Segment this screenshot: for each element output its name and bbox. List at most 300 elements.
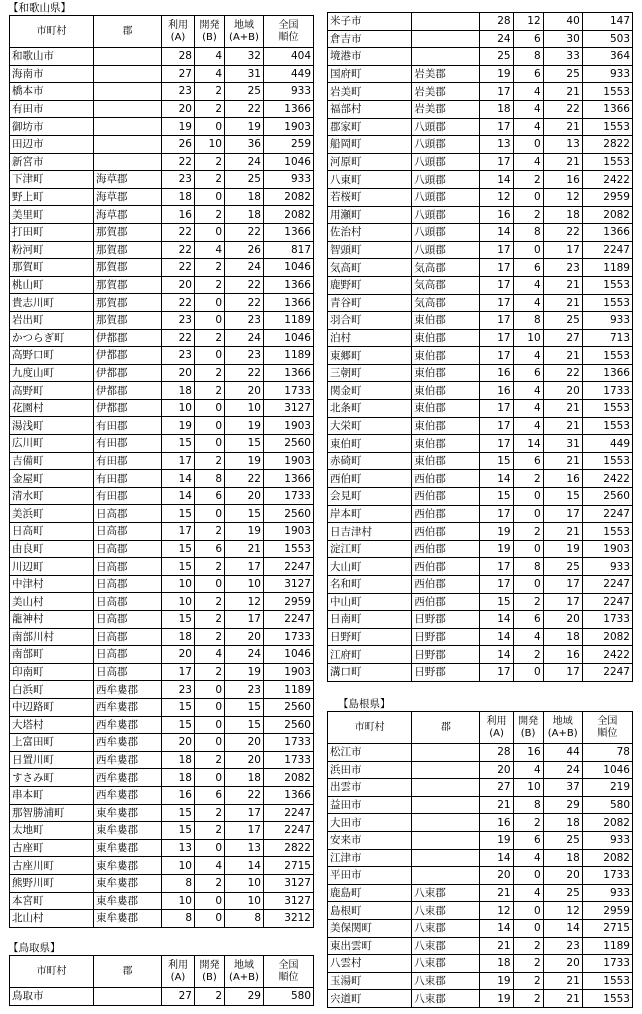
cell-district: 八頭郡 bbox=[412, 224, 480, 242]
cell-development-b: 4 bbox=[513, 83, 543, 101]
cell-national-rank: 1366 bbox=[582, 224, 632, 242]
cell-area-a-plus-b: 36 bbox=[225, 135, 264, 153]
cell-area-a-plus-b: 21 bbox=[543, 523, 582, 541]
cell-national-rank: 1553 bbox=[582, 452, 632, 470]
cell-area-a-plus-b: 25 bbox=[543, 65, 582, 83]
table-row bbox=[328, 417, 633, 435]
section-title-shimane: 【島根県】 bbox=[338, 698, 391, 710]
cell-district: 有田郡 bbox=[94, 452, 162, 470]
table-row bbox=[10, 48, 314, 66]
cell-district: 東伯郡 bbox=[412, 312, 480, 330]
cell-national-rank: 1189 bbox=[582, 259, 632, 277]
cell-area-a-plus-b: 15 bbox=[543, 488, 582, 506]
cell-area-a-plus-b: 13 bbox=[543, 136, 582, 154]
table-row bbox=[10, 716, 314, 734]
cell-area-a-plus-b: 17 bbox=[225, 611, 264, 629]
table-row bbox=[10, 857, 314, 875]
cell-usage-a: 20 bbox=[480, 867, 513, 885]
cell-development-b: 6 bbox=[195, 487, 225, 505]
cell-national-rank: 817 bbox=[264, 241, 314, 259]
table-row bbox=[328, 276, 633, 294]
table-row bbox=[328, 329, 633, 347]
cell-usage-a: 22 bbox=[162, 294, 195, 312]
cell-development-b: 2 bbox=[195, 171, 225, 189]
header-district: 郡 bbox=[412, 712, 480, 744]
cell-area-a-plus-b: 24 bbox=[225, 646, 264, 664]
cell-area-a-plus-b: 37 bbox=[543, 779, 582, 797]
wakayama-table bbox=[9, 15, 314, 928]
cell-national-rank: 933 bbox=[582, 831, 632, 849]
table-row bbox=[328, 153, 633, 171]
cell-area-a-plus-b: 19 bbox=[225, 663, 264, 681]
table-row bbox=[328, 663, 633, 681]
cell-development-b: 2 bbox=[513, 470, 543, 488]
cell-national-rank: 1189 bbox=[582, 937, 632, 955]
cell-development-b: 0 bbox=[513, 488, 543, 506]
cell-development-b: 2 bbox=[195, 611, 225, 629]
cell-district: 東伯郡 bbox=[412, 347, 480, 365]
cell-area-a-plus-b: 17 bbox=[543, 663, 582, 681]
table-row bbox=[10, 822, 314, 840]
cell-municipality: 龍神村 bbox=[10, 611, 94, 629]
cell-district: 気高郡 bbox=[412, 259, 480, 277]
cell-national-rank: 1366 bbox=[264, 364, 314, 382]
cell-district: 日高郡 bbox=[94, 593, 162, 611]
cell-national-rank: 449 bbox=[264, 65, 314, 83]
cell-national-rank: 3127 bbox=[264, 892, 314, 910]
cell-usage-a: 26 bbox=[162, 135, 195, 153]
cell-development-b: 6 bbox=[513, 259, 543, 277]
cell-area-a-plus-b: 18 bbox=[543, 814, 582, 832]
cell-area-a-plus-b: 17 bbox=[543, 241, 582, 259]
cell-national-rank: 1903 bbox=[264, 452, 314, 470]
cell-development-b: 6 bbox=[513, 831, 543, 849]
cell-area-a-plus-b: 20 bbox=[543, 611, 582, 629]
cell-development-b: 0 bbox=[195, 716, 225, 734]
cell-usage-a: 10 bbox=[162, 399, 195, 417]
cell-national-rank: 364 bbox=[582, 48, 632, 66]
cell-development-b: 8 bbox=[195, 470, 225, 488]
cell-usage-a: 14 bbox=[162, 487, 195, 505]
cell-area-a-plus-b: 22 bbox=[543, 224, 582, 242]
cell-area-a-plus-b: 21 bbox=[543, 417, 582, 435]
cell-development-b: 8 bbox=[513, 796, 543, 814]
cell-district bbox=[94, 118, 162, 136]
table-row bbox=[10, 804, 314, 822]
cell-usage-a: 15 bbox=[162, 804, 195, 822]
cell-municipality: 名和町 bbox=[328, 576, 412, 594]
cell-development-b: 6 bbox=[513, 65, 543, 83]
cell-national-rank: 1366 bbox=[582, 364, 632, 382]
cell-development-b: 0 bbox=[513, 188, 543, 206]
cell-area-a-plus-b: 15 bbox=[225, 435, 264, 453]
cell-usage-a: 17 bbox=[480, 663, 513, 681]
cell-district: 八頭郡 bbox=[412, 153, 480, 171]
cell-national-rank: 1553 bbox=[582, 347, 632, 365]
table-row bbox=[328, 400, 633, 418]
cell-development-b: 2 bbox=[195, 329, 225, 347]
cell-district bbox=[94, 65, 162, 83]
cell-national-rank: 1366 bbox=[264, 276, 314, 294]
cell-usage-a: 17 bbox=[480, 83, 513, 101]
cell-district: 西牟婁郡 bbox=[94, 786, 162, 804]
table-row bbox=[10, 329, 314, 347]
cell-usage-a: 18 bbox=[162, 382, 195, 400]
cell-national-rank: 2247 bbox=[582, 593, 632, 611]
cell-district bbox=[94, 135, 162, 153]
cell-area-a-plus-b: 22 bbox=[225, 786, 264, 804]
table-row bbox=[328, 611, 633, 629]
table-row bbox=[10, 839, 314, 857]
cell-municipality: 日高町 bbox=[10, 523, 94, 541]
table-row bbox=[328, 83, 633, 101]
cell-national-rank: 1366 bbox=[264, 100, 314, 118]
cell-usage-a: 14 bbox=[480, 919, 513, 937]
cell-municipality: 用瀬町 bbox=[328, 206, 412, 224]
table-row bbox=[10, 153, 314, 171]
cell-national-rank: 1366 bbox=[582, 100, 632, 118]
cell-development-b: 2 bbox=[195, 804, 225, 822]
cell-development-b: 2 bbox=[195, 822, 225, 840]
cell-area-a-plus-b: 10 bbox=[225, 874, 264, 892]
cell-usage-a: 16 bbox=[480, 814, 513, 832]
cell-area-a-plus-b: 22 bbox=[543, 100, 582, 118]
cell-development-b: 6 bbox=[513, 364, 543, 382]
cell-national-rank: 78 bbox=[582, 744, 632, 762]
cell-national-rank: 1553 bbox=[582, 972, 632, 990]
cell-national-rank: 1733 bbox=[264, 487, 314, 505]
cell-area-a-plus-b: 21 bbox=[543, 276, 582, 294]
cell-area-a-plus-b: 12 bbox=[225, 593, 264, 611]
cell-usage-a: 22 bbox=[162, 241, 195, 259]
cell-usage-a: 27 bbox=[162, 988, 195, 1006]
cell-national-rank: 1903 bbox=[264, 663, 314, 681]
table-row bbox=[328, 867, 633, 885]
cell-district bbox=[412, 796, 480, 814]
header-row bbox=[10, 16, 314, 48]
table-row bbox=[10, 435, 314, 453]
table-row bbox=[328, 919, 633, 937]
cell-area-a-plus-b: 20 bbox=[225, 628, 264, 646]
cell-national-rank: 1189 bbox=[264, 311, 314, 329]
cell-municipality: 河原町 bbox=[328, 153, 412, 171]
cell-area-a-plus-b: 20 bbox=[225, 382, 264, 400]
cell-district bbox=[94, 153, 162, 171]
cell-municipality: 日置川町 bbox=[10, 751, 94, 769]
cell-development-b: 2 bbox=[513, 646, 543, 664]
table-row bbox=[10, 417, 314, 435]
cell-national-rank: 1046 bbox=[264, 153, 314, 171]
cell-usage-a: 15 bbox=[480, 452, 513, 470]
table-row bbox=[10, 452, 314, 470]
cell-area-a-plus-b: 21 bbox=[543, 153, 582, 171]
cell-usage-a: 18 bbox=[162, 188, 195, 206]
cell-municipality: 美里町 bbox=[10, 206, 94, 224]
cell-municipality: 智頭町 bbox=[328, 241, 412, 259]
cell-development-b: 0 bbox=[195, 417, 225, 435]
cell-national-rank: 2422 bbox=[582, 171, 632, 189]
cell-district: 八頭郡 bbox=[412, 171, 480, 189]
cell-usage-a: 27 bbox=[162, 65, 195, 83]
cell-development-b: 0 bbox=[513, 136, 543, 154]
cell-municipality: 玉湯町 bbox=[328, 972, 412, 990]
cell-municipality: 宍道町 bbox=[328, 990, 412, 1008]
cell-national-rank: 2247 bbox=[582, 505, 632, 523]
cell-municipality: 中山町 bbox=[328, 593, 412, 611]
cell-district: 西牟婁郡 bbox=[94, 769, 162, 787]
cell-district: 八頭郡 bbox=[412, 241, 480, 259]
cell-usage-a: 21 bbox=[480, 796, 513, 814]
cell-usage-a: 21 bbox=[480, 884, 513, 902]
cell-district: 伊都郡 bbox=[94, 382, 162, 400]
cell-development-b: 4 bbox=[195, 857, 225, 875]
table-row bbox=[328, 13, 633, 31]
table-row bbox=[328, 364, 633, 382]
cell-development-b: 4 bbox=[195, 646, 225, 664]
cell-usage-a: 18 bbox=[480, 955, 513, 973]
cell-development-b: 0 bbox=[195, 435, 225, 453]
cell-municipality: 古座町 bbox=[10, 839, 94, 857]
cell-district: 東伯郡 bbox=[412, 329, 480, 347]
table-row bbox=[328, 744, 633, 762]
cell-development-b: 4 bbox=[513, 849, 543, 867]
cell-municipality: 古座川町 bbox=[10, 857, 94, 875]
cell-district: 気高郡 bbox=[412, 276, 480, 294]
cell-national-rank: 1366 bbox=[264, 294, 314, 312]
table-row bbox=[328, 523, 633, 541]
cell-municipality: 北山村 bbox=[10, 910, 94, 928]
cell-national-rank: 2560 bbox=[582, 488, 632, 506]
cell-area-a-plus-b: 15 bbox=[225, 716, 264, 734]
cell-municipality: すさみ町 bbox=[10, 769, 94, 787]
table-row bbox=[328, 646, 633, 664]
cell-district: 伊都郡 bbox=[94, 347, 162, 365]
cell-municipality: 美保関町 bbox=[328, 919, 412, 937]
cell-development-b: 2 bbox=[195, 988, 225, 1006]
header-development-b: 開発 (B) bbox=[513, 712, 543, 744]
cell-national-rank: 1733 bbox=[264, 382, 314, 400]
cell-usage-a: 17 bbox=[162, 452, 195, 470]
cell-development-b: 0 bbox=[195, 892, 225, 910]
cell-usage-a: 15 bbox=[162, 822, 195, 840]
cell-municipality: 江津市 bbox=[328, 849, 412, 867]
table-row bbox=[10, 294, 314, 312]
cell-area-a-plus-b: 10 bbox=[225, 892, 264, 910]
cell-development-b: 6 bbox=[513, 611, 543, 629]
cell-usage-a: 25 bbox=[480, 48, 513, 66]
cell-national-rank: 1733 bbox=[264, 628, 314, 646]
cell-national-rank: 2715 bbox=[264, 857, 314, 875]
table-row bbox=[10, 223, 314, 241]
table-row bbox=[328, 779, 633, 797]
cell-area-a-plus-b: 10 bbox=[225, 399, 264, 417]
cell-district: 日高郡 bbox=[94, 611, 162, 629]
table-row bbox=[10, 786, 314, 804]
cell-development-b: 0 bbox=[195, 910, 225, 928]
header-district: 郡 bbox=[94, 16, 162, 48]
cell-national-rank: 580 bbox=[582, 796, 632, 814]
cell-area-a-plus-b: 24 bbox=[225, 259, 264, 277]
cell-district: 八束郡 bbox=[412, 884, 480, 902]
cell-national-rank: 2959 bbox=[264, 593, 314, 611]
cell-area-a-plus-b: 25 bbox=[543, 831, 582, 849]
cell-district: 東牟婁郡 bbox=[94, 910, 162, 928]
cell-district: 日高郡 bbox=[94, 540, 162, 558]
cell-district bbox=[94, 83, 162, 101]
cell-municipality: 羽合町 bbox=[328, 312, 412, 330]
table-row bbox=[328, 118, 633, 136]
cell-area-a-plus-b: 21 bbox=[543, 347, 582, 365]
table-row bbox=[328, 505, 633, 523]
header-row bbox=[328, 712, 633, 744]
cell-area-a-plus-b: 21 bbox=[543, 452, 582, 470]
cell-municipality: 印南町 bbox=[10, 663, 94, 681]
cell-national-rank: 2422 bbox=[582, 470, 632, 488]
table-row bbox=[10, 188, 314, 206]
table-row bbox=[10, 382, 314, 400]
cell-national-rank: 2082 bbox=[264, 769, 314, 787]
cell-municipality: 貴志川町 bbox=[10, 294, 94, 312]
cell-national-rank: 1366 bbox=[264, 223, 314, 241]
cell-usage-a: 19 bbox=[480, 972, 513, 990]
cell-usage-a: 15 bbox=[162, 558, 195, 576]
cell-development-b: 0 bbox=[513, 867, 543, 885]
cell-municipality: 日南町 bbox=[328, 611, 412, 629]
table-row bbox=[10, 171, 314, 189]
cell-district: 那賀郡 bbox=[94, 241, 162, 259]
cell-usage-a: 18 bbox=[162, 769, 195, 787]
cell-area-a-plus-b: 24 bbox=[225, 153, 264, 171]
cell-usage-a: 14 bbox=[480, 628, 513, 646]
cell-area-a-plus-b: 29 bbox=[543, 796, 582, 814]
table-row bbox=[328, 48, 633, 66]
cell-development-b: 4 bbox=[513, 100, 543, 118]
table-row bbox=[328, 972, 633, 990]
header-usage-a: 利用 (A) bbox=[162, 16, 195, 48]
cell-district: 伊都郡 bbox=[94, 329, 162, 347]
cell-district bbox=[412, 779, 480, 797]
cell-municipality: 大栄町 bbox=[328, 417, 412, 435]
cell-usage-a: 23 bbox=[162, 347, 195, 365]
table-row bbox=[10, 611, 314, 629]
header-district: 郡 bbox=[94, 956, 162, 988]
table-row bbox=[328, 488, 633, 506]
cell-municipality: 白浜町 bbox=[10, 681, 94, 699]
table-row bbox=[10, 118, 314, 136]
cell-municipality: 熊野川町 bbox=[10, 874, 94, 892]
cell-development-b: 0 bbox=[513, 540, 543, 558]
cell-area-a-plus-b: 23 bbox=[543, 259, 582, 277]
table-row bbox=[328, 312, 633, 330]
cell-municipality: 高野口町 bbox=[10, 347, 94, 365]
cell-national-rank: 2082 bbox=[582, 849, 632, 867]
cell-national-rank: 933 bbox=[264, 83, 314, 101]
cell-development-b: 0 bbox=[513, 663, 543, 681]
cell-usage-a: 19 bbox=[480, 990, 513, 1008]
cell-area-a-plus-b: 20 bbox=[225, 751, 264, 769]
cell-municipality: 大塔村 bbox=[10, 716, 94, 734]
cell-development-b: 2 bbox=[195, 593, 225, 611]
cell-district: 東伯郡 bbox=[412, 435, 480, 453]
cell-usage-a: 17 bbox=[480, 558, 513, 576]
cell-usage-a: 20 bbox=[162, 734, 195, 752]
cell-national-rank: 503 bbox=[582, 30, 632, 48]
cell-area-a-plus-b: 20 bbox=[543, 867, 582, 885]
cell-usage-a: 8 bbox=[162, 874, 195, 892]
table-row bbox=[10, 523, 314, 541]
cell-usage-a: 15 bbox=[162, 540, 195, 558]
header-development-b: 開発 (B) bbox=[195, 956, 225, 988]
cell-municipality: 川辺町 bbox=[10, 558, 94, 576]
cell-development-b: 2 bbox=[513, 955, 543, 973]
cell-municipality: 花園村 bbox=[10, 399, 94, 417]
cell-municipality: 松江市 bbox=[328, 744, 412, 762]
table-row bbox=[328, 241, 633, 259]
cell-district bbox=[412, 30, 480, 48]
cell-development-b: 2 bbox=[513, 171, 543, 189]
cell-usage-a: 22 bbox=[162, 223, 195, 241]
cell-development-b: 6 bbox=[513, 30, 543, 48]
cell-national-rank: 1046 bbox=[264, 646, 314, 664]
cell-usage-a: 16 bbox=[480, 206, 513, 224]
cell-district bbox=[412, 48, 480, 66]
cell-development-b: 6 bbox=[195, 540, 225, 558]
cell-district: 日野郡 bbox=[412, 663, 480, 681]
cell-district: 西伯郡 bbox=[412, 488, 480, 506]
cell-municipality: 平田市 bbox=[328, 867, 412, 885]
table-row bbox=[328, 435, 633, 453]
table-row bbox=[328, 470, 633, 488]
cell-municipality: 橋本市 bbox=[10, 83, 94, 101]
cell-area-a-plus-b: 14 bbox=[543, 919, 582, 937]
cell-national-rank: 1733 bbox=[582, 382, 632, 400]
cell-national-rank: 2959 bbox=[582, 902, 632, 920]
cell-development-b: 10 bbox=[195, 135, 225, 153]
cell-development-b: 4 bbox=[513, 417, 543, 435]
cell-national-rank: 933 bbox=[582, 558, 632, 576]
cell-development-b: 2 bbox=[513, 990, 543, 1008]
cell-municipality: 浜田市 bbox=[328, 761, 412, 779]
cell-development-b: 4 bbox=[513, 761, 543, 779]
cell-area-a-plus-b: 29 bbox=[225, 988, 264, 1006]
table-row bbox=[10, 399, 314, 417]
table-row bbox=[328, 206, 633, 224]
cell-usage-a: 27 bbox=[480, 779, 513, 797]
header-municipality: 市町村 bbox=[328, 712, 412, 744]
cell-national-rank: 2082 bbox=[582, 814, 632, 832]
cell-development-b: 0 bbox=[195, 311, 225, 329]
cell-national-rank: 449 bbox=[582, 435, 632, 453]
table-row bbox=[10, 892, 314, 910]
cell-district bbox=[412, 814, 480, 832]
cell-area-a-plus-b: 19 bbox=[225, 118, 264, 136]
cell-national-rank: 2247 bbox=[582, 576, 632, 594]
cell-municipality: 日野町 bbox=[328, 628, 412, 646]
cell-development-b: 8 bbox=[513, 312, 543, 330]
cell-national-rank: 1553 bbox=[582, 523, 632, 541]
table-row bbox=[328, 558, 633, 576]
cell-district: 日野郡 bbox=[412, 646, 480, 664]
table-row bbox=[328, 347, 633, 365]
cell-usage-a: 17 bbox=[480, 576, 513, 594]
cell-municipality: 益田市 bbox=[328, 796, 412, 814]
cell-development-b: 0 bbox=[195, 681, 225, 699]
cell-development-b: 4 bbox=[513, 118, 543, 136]
cell-development-b: 2 bbox=[195, 452, 225, 470]
cell-municipality: 中辺路町 bbox=[10, 698, 94, 716]
cell-district bbox=[412, 761, 480, 779]
cell-area-a-plus-b: 23 bbox=[543, 937, 582, 955]
